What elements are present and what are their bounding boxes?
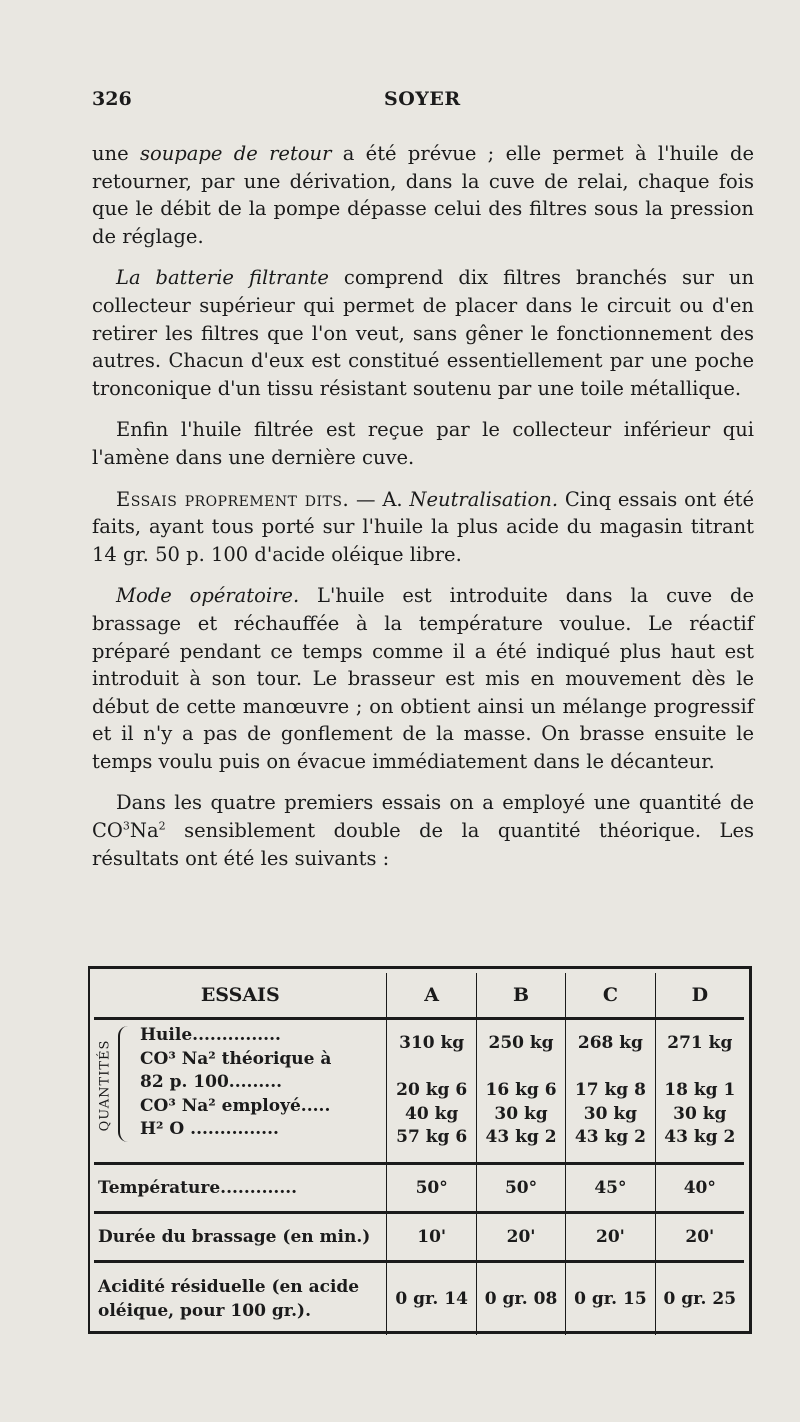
table-row-temperature (94, 1164, 744, 1213)
table-cell (656, 1056, 744, 1080)
table-cell: 0 gr. 08 (476, 1262, 565, 1336)
row-label-82p100: 82 p. 100......... (140, 1072, 283, 1092)
results-table (88, 966, 752, 1334)
table-cell: 20' (476, 1213, 565, 1262)
table-cell (566, 1056, 654, 1080)
table-cell: 17 kg 8 (574, 1080, 646, 1101)
header-col-c: C (566, 973, 655, 1019)
table-cell: 57 kg 6 (396, 1127, 468, 1148)
row-label-huile: Huile............... (140, 1025, 281, 1045)
table-cell: 43 kg 2 (664, 1127, 736, 1148)
brace-icon (118, 1026, 132, 1142)
table-cell: 45° (566, 1164, 655, 1213)
quantites-side-label: QUANTITÉS (97, 1039, 113, 1131)
paragraph-2: La batterie filtrante comprend dix filtres branchés sur un collecteur supérieur qui permet de placer dans le circuit ou d'en retirer les filtres que l'on veut, sans gêner le fonctionnement des autres. Chacun d'eux est constitué essentiellement par une poche tronconique d'un tissu résistant soutenu par une toile métallique. (92, 266, 754, 400)
quantites-col-c (566, 1019, 655, 1164)
table-cell: 18 kg 1 (664, 1080, 736, 1101)
quantites-col-b (476, 1019, 565, 1164)
paragraph-3: Enfin l'huile filtrée est reçue par le collecteur inférieur qui l'amène dans une dernière cuve. (92, 418, 754, 469)
header-essais: ESSAIS (94, 973, 387, 1019)
row-label-co3na2-theorique: CO³ Na² théorique à (140, 1048, 332, 1069)
table-cell: 250 kg (488, 1033, 554, 1054)
paragraph-5: Mode opératoire. L'huile est introduite dans la cuve de brassage et réchauffée à la température voulue. Le réactif préparé pendant ce temps comme il a été indiqué plus haut est introduit à son tour. Le brasseur est mis en mouvement dès le début de cette manœuvre ; on obtient ainsi un mélange progressif et il n'y a pas de gonflement de la masse. On brasse ensuite le temps voulu puis on évacue immédiatement dans le décanteur. (92, 584, 754, 773)
table-row-acidite (94, 1262, 744, 1336)
row-label-acidite: Acidité résiduelle (en acide oléique, pour 100 gr.). (98, 1277, 360, 1321)
table-cell: 310 kg (399, 1033, 465, 1054)
table-cell (387, 1056, 475, 1080)
paragraph-6: Dans les quatre premiers essais on a employé une quantité de $CO^3Na^2$ sensiblement double de la quantité théorique. Les résultats ont été les suivants : (92, 791, 754, 870)
table-row-duree (94, 1213, 744, 1262)
table-cell: 20 kg 6 (396, 1080, 468, 1101)
table-cell: 0 gr. 25 (655, 1262, 744, 1336)
quantites-col-d (655, 1019, 744, 1164)
table-cell: 268 kg (577, 1033, 643, 1054)
table-cell: 10' (387, 1213, 476, 1262)
table-cell: 30 kg (583, 1103, 638, 1124)
table-cell: 0 gr. 15 (566, 1262, 655, 1336)
paragraph-4: Essais proprement dits. — A. Neutralisation. Cinq essais ont été faits, ayant tous porté sur l'huile la plus acide du magasin titrant 14 gr. 50 p. 100 d'acide oléique libre. (92, 487, 754, 566)
body-text (92, 140, 754, 886)
quantites-label-cell (94, 1019, 387, 1164)
table-cell: 16 kg 6 (485, 1080, 557, 1101)
row-label-co3na2-employe: CO³ Na² employé..... (140, 1095, 331, 1116)
row-label-temperature: Température............. (94, 1164, 387, 1213)
running-title: SOYER (384, 88, 461, 110)
header-col-b: B (476, 973, 565, 1019)
table-cell: 20' (655, 1213, 744, 1262)
table-cell: 271 kg (667, 1033, 733, 1054)
page-header (92, 88, 752, 114)
table-cell: 50° (387, 1164, 476, 1213)
quantites-col-a (387, 1019, 476, 1164)
table-cell: 50° (476, 1164, 565, 1213)
table-cell: 40° (655, 1164, 744, 1213)
header-col-d: D (655, 973, 744, 1019)
table-cell: 43 kg 2 (485, 1127, 557, 1148)
table-cell: 30 kg (673, 1103, 727, 1124)
table-cell: 30 kg (494, 1103, 548, 1124)
table-cell: 40 kg (405, 1103, 459, 1124)
row-label-duree: Durée du brassage (en min.) (94, 1213, 387, 1262)
table-cell: 43 kg 2 (574, 1127, 646, 1148)
row-label-h2o: H² O ............... (140, 1119, 279, 1139)
table-header-row (94, 973, 744, 1019)
table-row-quantites (94, 1019, 744, 1164)
page-number: 326 (92, 88, 132, 110)
table-cell: 0 gr. 14 (387, 1262, 476, 1336)
table-cell: 20' (566, 1213, 655, 1262)
table-cell (477, 1056, 565, 1080)
header-col-a: A (387, 973, 476, 1019)
paragraph-1: une soupape de retour a été prévue ; elle permet à l'huile de retourner, par une dérivation, dans la cuve de relai, chaque fois que le débit de la pompe dépasse celui des filtres sous la pression de réglage. (92, 142, 754, 248)
